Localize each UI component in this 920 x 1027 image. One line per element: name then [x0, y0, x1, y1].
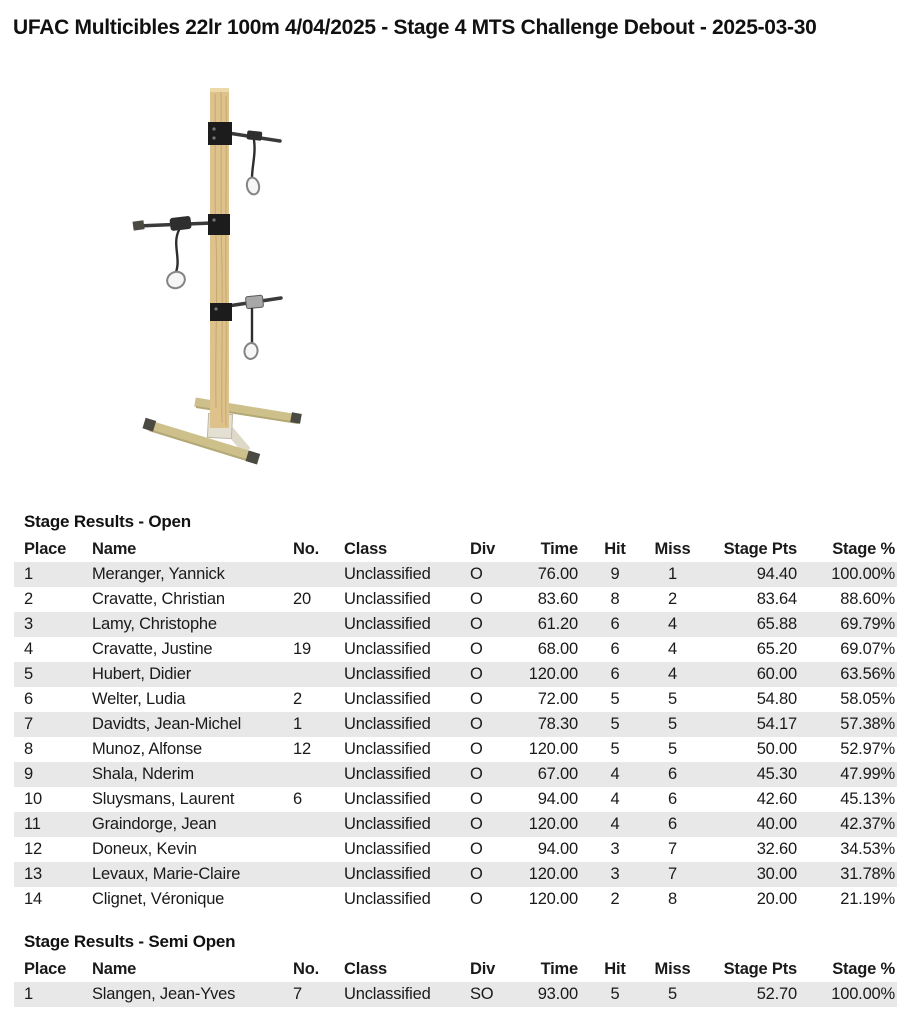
cell-miss: 5 — [668, 740, 677, 758]
cell-miss: 1 — [668, 565, 677, 583]
cell-class: Unclassified — [344, 890, 431, 908]
cell-stage-pts: 50.00 — [756, 740, 797, 758]
cell-class: Unclassified — [344, 565, 431, 583]
cell-miss: 2 — [668, 590, 677, 608]
cell-time: 72.00 — [537, 690, 578, 708]
cell-hit: 5 — [610, 690, 620, 708]
cell-miss: 7 — [668, 865, 677, 883]
cell-class: Unclassified — [344, 840, 431, 858]
cell-class: Unclassified — [344, 740, 431, 758]
cell-place: 8 — [24, 740, 33, 758]
col-header-stage-pts: Stage Pts — [723, 960, 797, 978]
cell-stage-pts: 83.64 — [756, 590, 797, 608]
table-row — [14, 762, 897, 787]
cell-stage-pts: 60.00 — [756, 665, 797, 683]
cell-div: O — [470, 840, 483, 858]
table-row — [14, 637, 897, 662]
col-header-hit: Hit — [604, 540, 626, 558]
cell-miss: 6 — [668, 790, 677, 808]
cell-no — [293, 662, 344, 687]
cell-stage: 34.53% — [840, 840, 895, 858]
cell-stage-pts: 42.60 — [756, 790, 797, 808]
cell-time: 93.00 — [537, 985, 578, 1003]
cell-place: 4 — [24, 640, 33, 658]
cell-stage: 100.00% — [831, 985, 895, 1003]
col-header-name: Name — [92, 960, 137, 978]
table-row — [14, 662, 897, 687]
cell-stage: 42.37% — [840, 815, 895, 833]
col-header-name: Name — [92, 540, 137, 558]
cell-name: Hubert, Didier — [92, 665, 191, 683]
cell-hit: 4 — [610, 815, 620, 833]
cell-name: Sluysmans, Laurent — [92, 790, 235, 808]
table-row — [14, 687, 897, 712]
cell-time: 120.00 — [528, 815, 578, 833]
cell-miss: 6 — [668, 765, 677, 783]
cell-stage-pts: 52.70 — [756, 985, 797, 1003]
col-header-place: Place — [24, 960, 67, 978]
cell-no: 1 — [293, 715, 302, 733]
cell-no — [293, 562, 344, 587]
cell-place: 10 — [24, 790, 42, 808]
table-row — [14, 612, 897, 637]
cell-stage: 45.13% — [840, 790, 895, 808]
cell-hit: 2 — [610, 890, 620, 908]
col-header-class: Class — [344, 540, 388, 558]
cell-hit: 4 — [610, 790, 620, 808]
cell-name: Lamy, Christophe — [92, 615, 217, 633]
cell-div: O — [470, 690, 483, 708]
cell-stage: 63.56% — [840, 665, 895, 683]
cell-no — [293, 762, 344, 787]
cell-stage: 21.19% — [840, 890, 895, 908]
cell-class: Unclassified — [344, 690, 431, 708]
table-row — [14, 982, 897, 1007]
cell-name: Munoz, Alfonse — [92, 740, 203, 758]
table-row — [14, 862, 897, 887]
cell-stage-pts: 65.88 — [756, 615, 797, 633]
cell-time: 120.00 — [528, 740, 578, 758]
cell-miss: 4 — [668, 640, 677, 658]
cell-no — [293, 612, 344, 637]
cell-stage: 69.07% — [840, 640, 895, 658]
cell-miss: 4 — [668, 665, 677, 683]
col-header-no: No. — [293, 540, 319, 558]
cell-stage-pts: 32.60 — [756, 840, 797, 858]
col-header-miss: Miss — [654, 540, 691, 558]
target-stand-illustration — [120, 78, 410, 468]
cell-hit: 5 — [610, 715, 620, 733]
cell-name: Doneux, Kevin — [92, 840, 197, 858]
cell-hit: 6 — [610, 640, 620, 658]
cell-name: Graindorge, Jean — [92, 815, 217, 833]
results-sections — [14, 512, 897, 1027]
cell-name: Meranger, Yannick — [92, 565, 225, 583]
cell-hit: 9 — [610, 565, 620, 583]
table-row — [14, 887, 897, 912]
col-header-time: Time — [540, 540, 578, 558]
cell-stage: 52.97% — [840, 740, 895, 758]
cell-div: O — [470, 740, 483, 758]
cell-miss: 5 — [668, 715, 677, 733]
col-header-div: Div — [470, 540, 496, 558]
cell-stage: 57.38% — [840, 715, 895, 733]
cell-no — [293, 862, 344, 887]
col-header-stage: Stage % — [832, 960, 895, 978]
cell-place: 1 — [24, 985, 33, 1003]
cell-no — [293, 837, 344, 862]
cell-class: Unclassified — [344, 815, 431, 833]
table-row — [14, 812, 897, 837]
section-title: Stage Results - Open — [24, 512, 191, 531]
cell-no: 20 — [293, 590, 311, 608]
cell-stage-pts: 40.00 — [756, 815, 797, 833]
cell-no — [293, 887, 344, 912]
cell-name: Davidts, Jean-Michel — [92, 715, 242, 733]
target-stand-photo — [120, 78, 410, 468]
cell-no: 19 — [293, 640, 311, 658]
cell-miss: 6 — [668, 815, 677, 833]
cell-name: Cravatte, Justine — [92, 640, 213, 658]
cell-stage-pts: 65.20 — [756, 640, 797, 658]
cell-hit: 5 — [610, 985, 620, 1003]
cell-time: 120.00 — [528, 865, 578, 883]
col-header-hit: Hit — [604, 960, 626, 978]
cell-time: 78.30 — [537, 715, 578, 733]
cell-place: 11 — [24, 815, 41, 833]
cell-time: 83.60 — [537, 590, 578, 608]
cell-stage: 69.79% — [840, 615, 895, 633]
col-header-stage: Stage % — [832, 540, 895, 558]
cell-place: 9 — [24, 765, 33, 783]
cell-no: 6 — [293, 790, 302, 808]
cell-time: 120.00 — [528, 665, 578, 683]
page-title: UFAC Multicibles 22lr 100m 4/04/2025 - Stage 4 MTS Challenge Debout - 2025-03-30 — [13, 16, 817, 39]
cell-name: Welter, Ludia — [92, 690, 186, 708]
cell-place: 13 — [24, 865, 42, 883]
cell-stage: 100.00% — [831, 565, 895, 583]
cell-div: O — [470, 640, 483, 658]
cell-class: Unclassified — [344, 640, 431, 658]
cell-div: SO — [470, 985, 494, 1003]
cell-div: O — [470, 615, 483, 633]
cell-no: 2 — [293, 690, 302, 708]
table-row — [14, 712, 897, 737]
cell-place: 12 — [24, 840, 42, 858]
cell-stage: 58.05% — [840, 690, 895, 708]
cell-div: O — [470, 715, 483, 733]
cell-name: Shala, Nderim — [92, 765, 194, 783]
cell-no — [293, 812, 344, 837]
cell-place: 14 — [24, 890, 42, 908]
table-row — [14, 562, 897, 587]
cell-time: 120.00 — [528, 890, 578, 908]
cell-stage-pts: 20.00 — [756, 890, 797, 908]
cell-miss: 5 — [668, 985, 677, 1003]
col-header-div: Div — [470, 960, 496, 978]
col-header-stage-pts: Stage Pts — [723, 540, 797, 558]
cell-class: Unclassified — [344, 590, 431, 608]
cell-div: O — [470, 865, 483, 883]
col-header-time: Time — [540, 960, 578, 978]
cell-div: O — [470, 665, 483, 683]
stage-results-section-stage-results-semi-open — [14, 932, 897, 1007]
cell-stage: 47.99% — [840, 765, 895, 783]
cell-stage: 88.60% — [840, 590, 895, 608]
cell-place: 5 — [24, 665, 33, 683]
cell-div: O — [470, 765, 483, 783]
cell-class: Unclassified — [344, 985, 431, 1003]
cell-place: 3 — [24, 615, 33, 633]
cell-hit: 3 — [610, 865, 620, 883]
cell-time: 94.00 — [537, 840, 578, 858]
table-row — [14, 737, 897, 762]
cell-place: 7 — [24, 715, 33, 733]
cell-time: 76.00 — [537, 565, 578, 583]
col-header-miss: Miss — [654, 960, 691, 978]
cell-hit: 6 — [610, 615, 620, 633]
cell-class: Unclassified — [344, 715, 431, 733]
cell-div: O — [470, 815, 483, 833]
cell-stage-pts: 45.30 — [756, 765, 797, 783]
cell-stage-pts: 54.80 — [756, 690, 797, 708]
col-header-class: Class — [344, 960, 388, 978]
table-row — [14, 837, 897, 862]
cell-name: Cravatte, Christian — [92, 590, 225, 608]
cell-time: 94.00 — [537, 790, 578, 808]
cell-div: O — [470, 890, 483, 908]
col-header-no: No. — [293, 960, 319, 978]
cell-stage-pts: 94.40 — [756, 565, 797, 583]
cell-class: Unclassified — [344, 865, 431, 883]
cell-div: O — [470, 565, 483, 583]
cell-name: Clignet, Véronique — [92, 890, 225, 908]
cell-miss: 4 — [668, 615, 677, 633]
header-row — [14, 537, 897, 562]
cell-div: O — [470, 590, 483, 608]
cell-class: Unclassified — [344, 790, 431, 808]
table-row — [14, 587, 897, 612]
stage-results-section-stage-results-open — [14, 512, 897, 912]
cell-place: 2 — [24, 590, 33, 608]
cell-stage-pts: 54.17 — [756, 715, 797, 733]
cell-hit: 3 — [610, 840, 620, 858]
cell-name: Slangen, Jean-Yves — [92, 985, 236, 1003]
cell-miss: 5 — [668, 690, 677, 708]
cell-place: 1 — [24, 565, 33, 583]
cell-no: 7 — [293, 985, 302, 1003]
cell-miss: 7 — [668, 840, 677, 858]
table-row — [14, 787, 897, 812]
cell-name: Levaux, Marie-Claire — [92, 865, 241, 883]
cell-place: 6 — [24, 690, 33, 708]
cell-stage-pts: 30.00 — [756, 865, 797, 883]
cell-class: Unclassified — [344, 665, 431, 683]
section-title: Stage Results - Semi Open — [24, 932, 236, 951]
results-table — [14, 957, 897, 1007]
cell-no: 12 — [293, 740, 311, 758]
cell-time: 61.20 — [537, 615, 578, 633]
cell-stage: 31.78% — [840, 865, 895, 883]
header-row — [14, 957, 897, 982]
cell-time: 68.00 — [537, 640, 578, 658]
cell-hit: 4 — [610, 765, 620, 783]
cell-hit: 5 — [610, 740, 620, 758]
col-header-place: Place — [24, 540, 67, 558]
results-table — [14, 537, 897, 912]
cell-miss: 8 — [668, 890, 677, 908]
cell-div: O — [470, 790, 483, 808]
cell-class: Unclassified — [344, 765, 431, 783]
cell-hit: 8 — [610, 590, 620, 608]
cell-class: Unclassified — [344, 615, 431, 633]
cell-time: 67.00 — [537, 765, 578, 783]
cell-hit: 6 — [610, 665, 620, 683]
